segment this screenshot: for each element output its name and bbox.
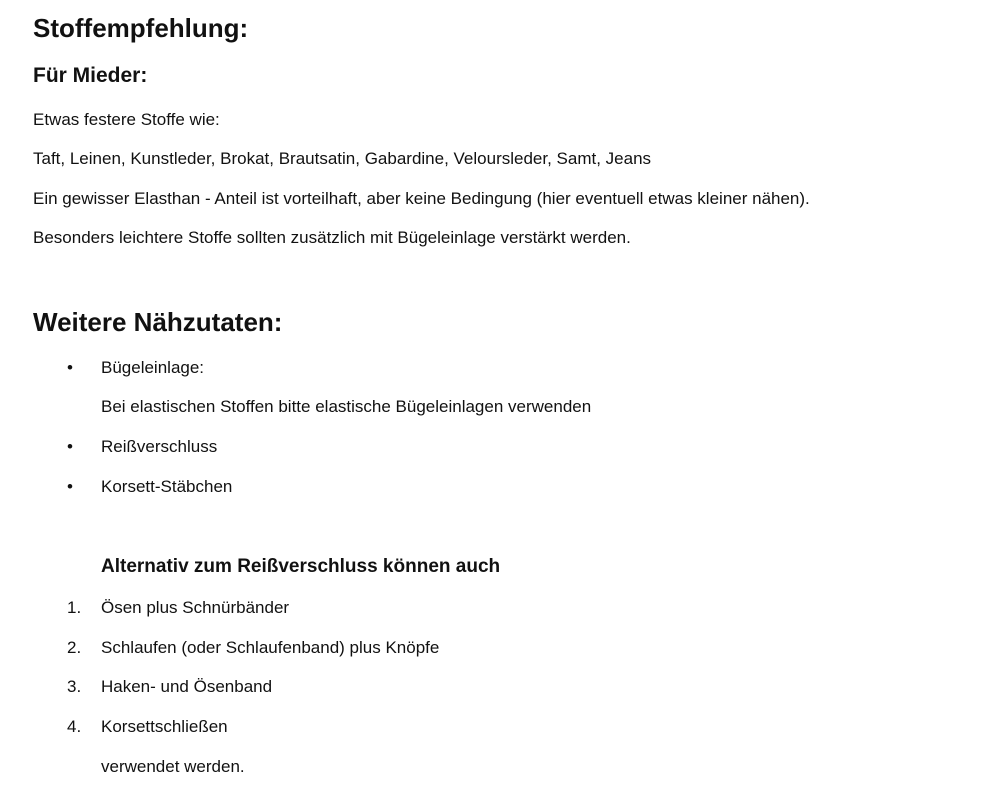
paragraph: Taft, Leinen, Kunstleder, Brokat, Brautsatin, Gabardine, Veloursleder, Samt, Jeans bbox=[33, 149, 652, 168]
list-item: Korsett-Stäbchen bbox=[101, 477, 233, 496]
subheading-mieder: Für Mieder: bbox=[33, 64, 148, 87]
numbered-list-item: Ösen plus Schnürbänder bbox=[101, 598, 290, 617]
list-item: Bügeleinlage: bbox=[101, 358, 205, 377]
bullet-icon: • bbox=[67, 358, 73, 377]
paragraph: Besonders leichtere Stoffe sollten zusätzlich mit Bügeleinlage verstärkt werden. bbox=[33, 228, 631, 247]
list-number: 2. bbox=[67, 638, 82, 657]
section-title-naehzutaten: Weitere Nähzutaten: bbox=[33, 307, 283, 337]
alternative-heading: Alternativ zum Reißverschluss können auch bbox=[101, 556, 501, 577]
closing-text: verwendet werden. bbox=[101, 757, 245, 776]
list-number: 3. bbox=[67, 677, 82, 696]
list-number: 1. bbox=[67, 598, 82, 617]
page-title: Stoffempfehlung: bbox=[33, 13, 249, 43]
paragraph: Ein gewisser Elasthan - Anteil ist vorteilhaft, aber keine Bedingung (hier eventuell etwas kleiner nähen). bbox=[33, 189, 810, 208]
list-item-note: Bei elastischen Stoffen bitte elastische Bügeleinlagen verwenden bbox=[101, 397, 592, 416]
bullet-icon: • bbox=[67, 437, 73, 456]
list-item: Reißverschluss bbox=[101, 437, 218, 456]
list-number: 4. bbox=[67, 717, 82, 736]
numbered-list-item: Haken- und Ösenband bbox=[101, 677, 273, 696]
numbered-list-item: Korsettschließen bbox=[101, 717, 228, 736]
numbered-list-item: Schlaufen (oder Schlaufenband) plus Knöpfe bbox=[101, 638, 440, 657]
bullet-icon: • bbox=[67, 477, 73, 496]
paragraph: Etwas festere Stoffe wie: bbox=[33, 110, 220, 129]
